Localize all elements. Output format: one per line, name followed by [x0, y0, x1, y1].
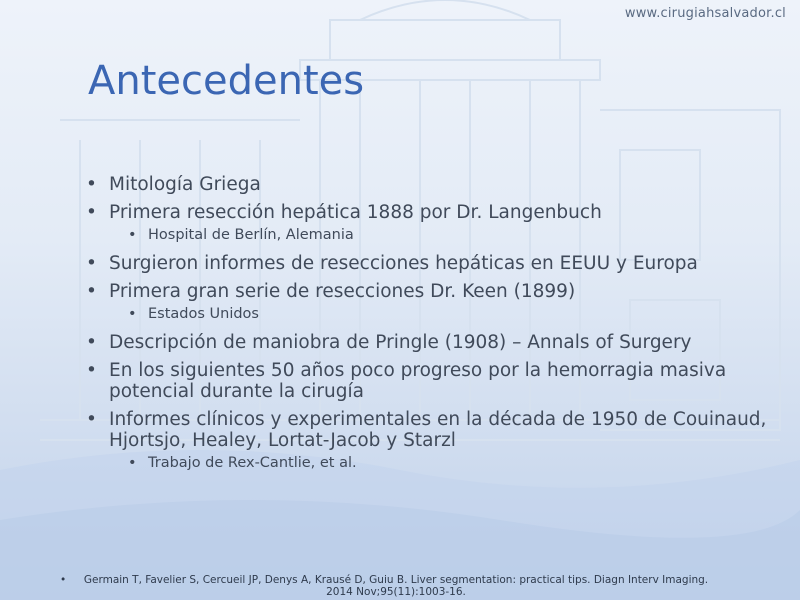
bullet-list [86, 174, 786, 481]
footnote-bullet: • [60, 574, 67, 586]
bullet-item: • En los siguientes 50 años poco progreso por la hemorragia masiva potencial durante la cirugía [86, 360, 786, 402]
site-url: www.cirugiahsalvador.cl [624, 6, 786, 21]
reference-footnote [60, 574, 710, 598]
bullet-item: • Surgieron informes de resecciones hepáticas en EEUU y Europa [86, 253, 786, 274]
bullet-item: • Mitología Griega [86, 174, 786, 195]
bullet-item: • Informes clínicos y experimentales en la década de 1950 de Couinaud, Hjortsjo, Healey, Lortat-Jacob y Starzl [86, 409, 786, 451]
bullet-item: • Primera resección hepática 1888 por Dr. Langenbuch [86, 202, 786, 223]
footnote-text: Germain T, Favelier S, Cercueil JP, Denys A, Krausé D, Guiu B. Liver segmentation: practical tips. Diagn Interv Imaging. 2014 Nov;95(11):1003-16. [83, 574, 709, 598]
slide-title: Antecedentes [88, 58, 365, 104]
bullet-item: • Primera gran serie de resecciones Dr. Keen (1899) [86, 281, 786, 302]
sub-bullet-item: • Hospital de Berlín, Alemania [86, 226, 786, 245]
bullet-item: • Descripción de maniobra de Pringle (1908) – Annals of Surgery [86, 332, 786, 353]
sub-bullet-item: • Trabajo de Rex-Cantlie, et al. [86, 454, 786, 473]
sub-bullet-item: • Estados Unidos [86, 305, 786, 324]
